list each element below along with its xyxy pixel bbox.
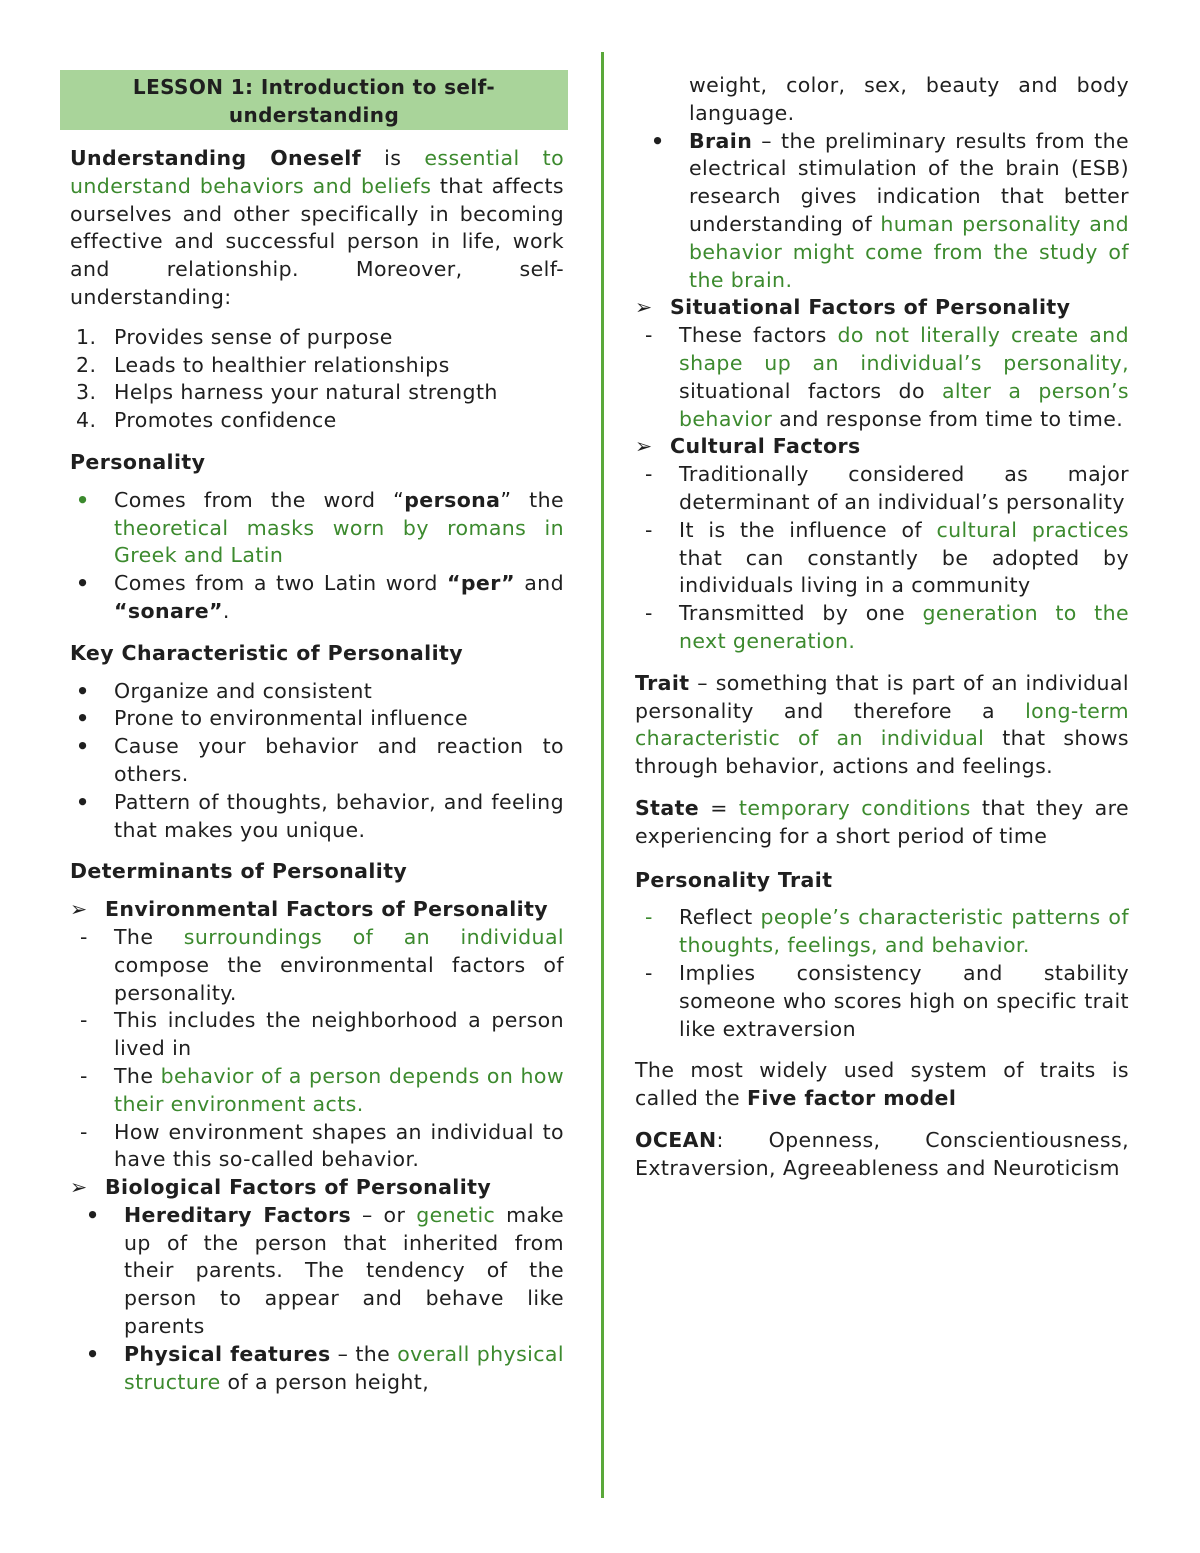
highlight-text: human personality and behavior might come from the study of the brain. [689,211,1129,292]
bullet-icon: • [76,706,90,731]
text: – something that is part of an individual personality and therefore a [635,670,1129,723]
situational-heading [635,294,1129,322]
list-item [70,324,564,352]
text: These factors [679,323,838,348]
arrow-icon: ➢ [70,897,88,922]
intro-text-1: is [361,146,425,170]
list-number: 2. [76,352,97,377]
list-item [70,789,564,845]
list-item [635,600,1129,656]
bold-text: Trait [635,670,690,695]
bold-text: Brain [689,128,753,153]
situational-list [635,322,1129,433]
highlight-text: long-term characteristic of an individual [635,698,1129,751]
intro-paragraph [70,145,564,312]
list-item-text: Helps harness your natural strength [114,380,498,405]
personality-trait-heading: Personality Trait [635,867,833,892]
list-number: 1. [76,324,97,349]
cultural-heading [635,433,1129,461]
list-item [70,1202,564,1341]
list-item [70,733,564,789]
text: that shows through behavior, actions and feelings. [635,726,1129,779]
list-item [70,570,564,626]
lesson-title: LESSON 1: Introduction to self-understanding [60,70,568,130]
text: of a person height, [220,1369,430,1394]
arrow-icon: ➢ [70,1175,88,1200]
arrow-icon: ➢ [635,295,653,320]
list-item [70,487,564,570]
text: Comes from the word “ [114,487,405,512]
highlight-text: genetic [416,1202,496,1227]
dash-icon: - [645,462,653,487]
text: – the preliminary results from the electrical stimulation of the brain (ESB) research gives indication that better understanding of [689,128,1129,236]
list-item [70,407,564,435]
bullet-icon: • [76,678,90,703]
highlight-text: surroundings of an individual [183,924,565,949]
trait-paragraph [635,670,1129,781]
text: = [699,795,739,820]
bold-text: “sonare” [114,598,223,623]
highlight-text: temporary conditions [738,795,971,820]
highlight-text: behavior of a person depends on how their environment acts. [114,1063,564,1116]
dash-icon: - [80,924,88,949]
text: : Openness, Conscientiousness, Extraversion, Agreeableness and Neuroticism [635,1127,1129,1180]
subheading-text: Situational Factors of Personality [670,295,1071,320]
text: that can constantly be adopted by individuals living in a community [679,545,1129,598]
list-item-text: Promotes confidence [114,408,337,433]
bullet-icon: • [86,1341,100,1366]
text: and response from time to time. [772,406,1124,431]
highlight-text: alter a person’s behavior [679,378,1129,431]
five-factor-paragraph [635,1057,1129,1113]
bullet-icon: • [86,1202,100,1227]
bold-text: OCEAN [635,1127,717,1152]
dash-icon: - [645,601,653,626]
text: Transmitted by one [679,601,923,626]
ocean-paragraph [635,1127,1129,1183]
list-item [635,904,1129,960]
bold-text: Five factor model [746,1086,957,1111]
list-item [70,352,564,380]
physical-features-continued: weight, color, sex, beauty and body language. [689,73,1129,125]
environmental-heading [70,896,564,924]
list-item [635,517,1129,600]
list-item [70,678,564,706]
list-number: 3. [76,380,97,405]
text: Traditionally considered as major determinant of an individual’s personality [679,462,1129,514]
list-item-text: Prone to environmental influence [114,706,468,731]
list-item [70,379,564,407]
highlight-text: do not literally create and shape up an individual’s personality, [679,323,1129,375]
biological-list [70,1202,564,1397]
text: – the [330,1341,398,1366]
text: make up of the person that inherited from their parents. The tendency of the person to appear and behave like parents [124,1202,564,1339]
list-item-text: Cause your behavior and reaction to others. [114,734,564,786]
text: Reflect [679,905,761,930]
list-item-text: Pattern of thoughts, behavior, and feeling that makes you unique. [114,789,564,842]
bold-text: “per” [446,571,515,596]
dash-icon: - [645,323,653,348]
dash-icon: - [80,1119,88,1144]
text: that they are experiencing for a short period of time [635,795,1129,848]
highlight-text: generation to the next generation. [679,601,1130,653]
dash-icon: - [645,960,653,985]
text: It is the influence of [679,517,937,542]
list-item [70,705,564,733]
subheading-text: Biological Factors of Personality [105,1175,492,1200]
bold-text: State [635,795,700,820]
text: This includes the neighborhood a person lived in [114,1008,564,1061]
dash-icon: - [80,1008,88,1033]
text: compose the environmental factors of personality. [114,952,564,1005]
state-paragraph [635,795,1129,851]
personality-trait-list [635,904,1129,1043]
text: Implies consistency and stability someone who scores high on specific trait like extraversion [679,960,1129,1041]
bullet-icon: • [76,571,90,596]
text: The most widely used system of traits is called the [635,1058,1129,1111]
arrow-icon: ➢ [635,434,653,459]
column-divider [601,52,604,1498]
determinants-heading: Determinants of Personality [70,859,408,884]
left-column [70,70,564,1396]
list-item [635,322,1129,433]
list-item-text: Leads to healthier relationships [114,352,450,377]
list-item-text: Organize and consistent [114,678,373,703]
key-characteristics-list [70,678,564,845]
list-item [635,960,1129,1043]
personality-heading: Personality [70,449,206,474]
bold-text: Hereditary Factors [124,1202,352,1227]
text: situational factors do [679,378,942,403]
bold-text: Physical features [124,1341,331,1366]
text: Comes from a two Latin word [114,571,447,596]
highlight-text: theoretical masks worn by romans in Greek and Latin [114,515,564,568]
bullet-icon: • [76,487,90,512]
text: The [114,1063,161,1088]
text: The [114,924,184,949]
highlight-text: cultural practices [936,517,1129,542]
key-characteristics-heading: Key Characteristic of Personality [70,640,463,665]
biological-heading [70,1174,564,1202]
personality-list [70,487,564,626]
text: . [222,598,230,623]
list-item [70,924,564,1007]
text: – or [351,1202,417,1227]
dash-icon: - [645,905,653,930]
subheading-text: Cultural Factors [670,434,861,459]
right-column [635,72,1129,1182]
bullet-icon: • [76,789,90,814]
list-item [635,128,1129,295]
subheading-text: Environmental Factors of Personality [105,897,549,922]
list-item [635,461,1129,517]
intro-text-2: that affects ourselves and other specifically in becoming effective and successful person in life, work and relationship. Moreover, self-understanding: [70,173,564,309]
list-item [70,1119,564,1175]
highlight-text: people’s characteristic patterns of thoughts, feelings, and behavior. [679,905,1129,958]
highlight-text: overall physical structure [124,1341,564,1394]
dash-icon: - [645,517,653,542]
biological-list-continued [635,128,1129,295]
list-number: 4. [76,408,97,433]
intro-term: Understanding Oneself [70,146,362,170]
cultural-list [635,461,1129,656]
list-item [70,1341,564,1397]
environmental-list [70,924,564,1174]
text: ” the [500,487,564,512]
text: and [515,571,564,596]
list-item-text: Provides sense of purpose [114,324,393,349]
bullet-icon: • [651,128,665,153]
dash-icon: - [80,1063,88,1088]
text: How environment shapes an individual to have this so-called behavior. [114,1119,564,1172]
bold-text: persona [404,487,501,512]
intro-highlight: essential to understand behaviors and beliefs [70,146,565,198]
benefits-list [70,324,564,435]
list-item [70,1063,564,1119]
bullet-icon: • [76,734,90,759]
list-item [70,1007,564,1063]
